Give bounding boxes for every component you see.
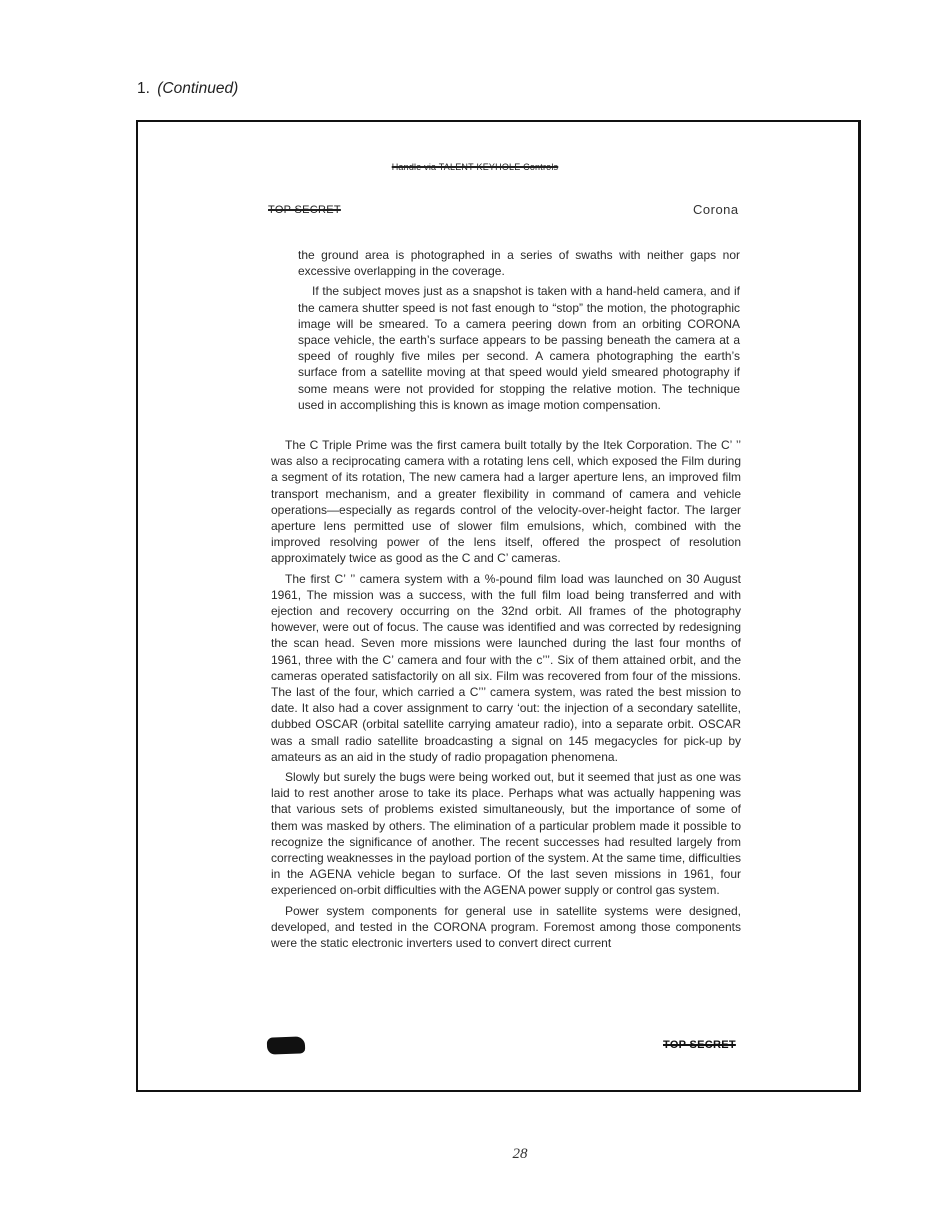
redaction-mark	[267, 1036, 306, 1054]
section-heading	[137, 80, 238, 98]
section-number: 1.	[137, 80, 150, 97]
program-name: Corona	[693, 202, 739, 217]
main-text	[271, 437, 741, 955]
paragraph: The first C’ ’’ camera system with a %-pound film load was launched on 30 August 1961, The mission was a success, with the full film load being transferred and with ejection and recovery occurring on the 32nd orbit. All frames of the photography however, were out of focus. The cause was identified and was corrected by redesigning the scan head. Seven more missions were launched during the last four months of 1961, three with the C’ camera and four with the c’’’. Six of them attained orbit, and the cameras operated satisfactorily on all six. Film was recovered from four of the missions. The last of the four, which carried a C’’’ camera system, was rated the best mission to date. It also had a cover assignment to carry ‘out: the injection of a secondary satellite, dubbed OSCAR (orbital satellite carrying amateur radio), into a separate orbit. OSCAR was a small radio satellite broadcasting a signal on 145 megacycles for pick-up by amateurs as an aid in the study of radio propagation phenomena.	[271, 571, 741, 764]
paragraph: Slowly but surely the bugs were being worked out, but it seemed that just as one was laid to rest another arose to take its place. Perhaps what was actually happening was that various sets of problems existed simultaneously, but the importance of some of them was masked by others. The elimination of a particular problem made it possible to recognize the significance of another. The recent successes had resulted largely from correcting weaknesses in the payload portion of the system. At the same time, difficulties in the AGENA vehicle began to surface. Of the last seven missions in 1961, four experienced on-orbit difficulties with the AGENA power supply or control gas system.	[271, 770, 742, 898]
quoted-paragraph: If the subject moves just as a snapshot is taken with a hand-held camera, and if the camera shutter speed is not fast enough to “stop” the motion, the photographic image will be smeared. To a camera peering down from an orbiting CORONA space vehicle, the earth’s surface appears to be passing beneath the camera at a speed of roughly five miles per second. A camera photographing the earth’s surface from a satellite moving at that speed would yield smeared photography if some means were not provided for stopping the relative motion. The technique used in accomplishing this is known as image motion compensation.	[298, 284, 740, 412]
handling-caveat-text: Handle via TALENT-KEYHOLE Controls	[391, 162, 559, 172]
quoted-passage	[298, 247, 740, 417]
quoted-paragraph: the ground area is photographed in a series of swaths with neither gaps nor excessive overlapping in the coverage.	[298, 248, 740, 279]
handling-caveat	[0, 162, 950, 172]
paragraph: The C Triple Prime was the first camera built totally by the Itek Corporation. The C’ ’’ was also a reciprocating camera with a rotating lens cell, which exposed the Film during a segment of its rotation, The new camera had a larger aperture lens, an improved film transport mechanism, and a greater flexibility in command of camera and vehicle operations—especially as regards control of the velocity-over-height factor. The larger aperture lens permitted use of slower film emulsions, which, combined with the improved resolving power of the lens itself, offered the prospect of resolution approximately twice as good as the C and C’ cameras.	[271, 438, 741, 566]
continued-label: (Continued)	[157, 80, 239, 97]
page-number: 28	[512, 1146, 528, 1162]
classification-top: TOP SECRET	[268, 204, 341, 216]
classification-bottom: TOP SECRET	[663, 1039, 736, 1051]
paragraph: Power system components for general use in satellite systems were designed, developed, and tested in the CORONA program. Foremost among those components were the static electronic inverters used to convert direct current	[271, 903, 741, 951]
